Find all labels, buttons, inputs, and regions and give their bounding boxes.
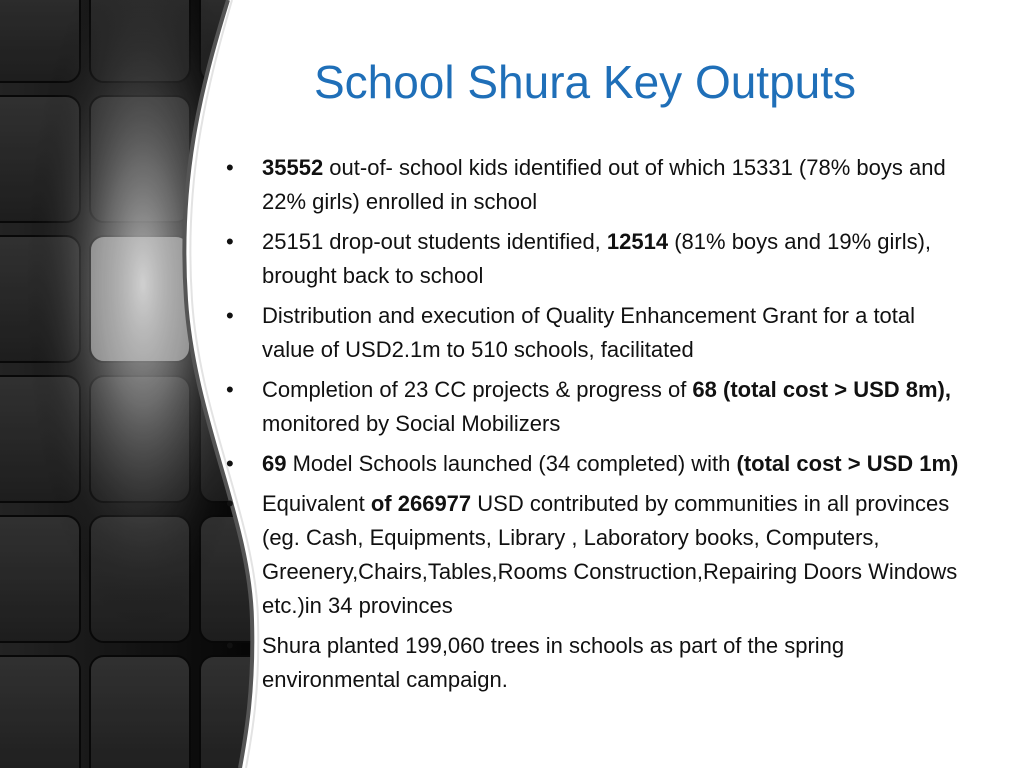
bullet-item [226,487,966,623]
bullet-marker: • [226,451,234,476]
bullet-emphasis: 12514 [606,229,669,254]
bullet-text: Distribution and execution of Quality Enhancement Grant for a total value of USD2.1m to 510 schools, facilitated [262,303,916,362]
bullet-emphasis: 69 [262,451,287,476]
bullet-list [226,151,966,703]
bullet-text: Completion of 23 CC projects & progress of [262,377,693,402]
bullet-text: USD contributed by communities in all provinces (eg. Cash, Equipments, Library , Laboratory books, Computers, Greenery,Chairs,Tables,Rooms Construction,Repairing Doors Windows etc.)in 34 provinces [262,491,958,618]
bullet-text: Shura planted 199,060 trees in schools as part of the spring environmental campaign. [262,633,845,692]
bullet-marker: • [226,633,234,658]
bullet-text: Equivalent [262,491,371,516]
bullet-marker: • [226,229,234,254]
bullet-item [226,629,966,697]
bullet-marker: • [226,491,234,516]
bullet-marker: • [226,303,234,328]
bullet-item [226,373,966,441]
bullet-emphasis: 35552 [262,155,324,180]
bullet-text: Model Schools launched (34 completed) with [286,451,737,476]
bullet-emphasis: of 266977 [370,491,472,516]
bullet-item [226,299,966,367]
slide-title: School Shura Key Outputs [313,56,857,108]
bullet-marker: • [226,377,234,402]
bullet-emphasis: 68 (total cost > USD 8m), [692,377,951,402]
bullet-item [226,225,966,293]
bullet-emphasis: (total cost > USD 1m) [736,451,959,476]
bullet-text: 25151 drop-out students identified, [262,229,607,254]
bullet-marker: • [226,155,234,180]
bullet-item [226,151,966,219]
bullet-text: monitored by Social Mobilizers [262,411,561,436]
bullet-text: out-of- school kids identified out of which 15331 (78% boys and 22% girls) enrolled in school [262,155,946,214]
bullet-text: (81% boys and 19% girls), brought back to school [262,229,932,288]
bullet-item [226,447,966,481]
